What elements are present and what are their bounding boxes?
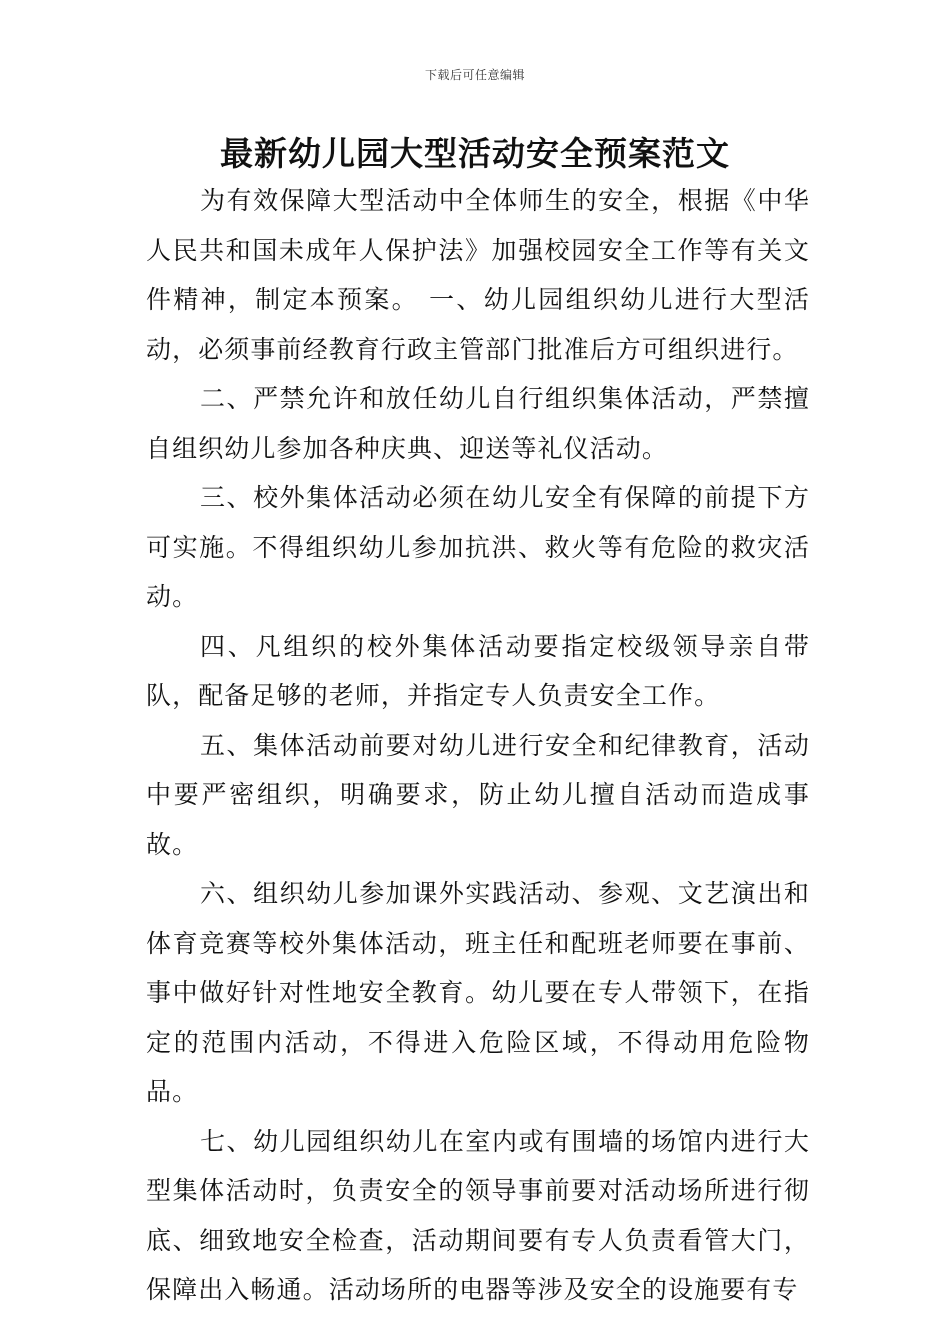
paragraph: 七、幼儿园组织幼儿在室内或有围墙的场馆内进行大型集体活动时，负责安全的领导事前要对活动场所进行彻底、细致地安全检查，活动期间要有专人负责看管大门，保障出入畅通。活动场所的电器等涉及安全的设施要有专 xyxy=(146,1126,810,1304)
document-body xyxy=(146,176,810,1315)
paragraph: 二、严禁允许和放任幼儿自行组织集体活动，严禁擅自组织幼儿参加各种庆典、迎送等礼仪活动。 xyxy=(146,384,810,463)
document-title: 最新幼儿园大型活动安全预案范文 xyxy=(220,134,730,173)
header-note: 下载后可任意编辑 xyxy=(424,68,525,82)
paragraph: 六、组织幼儿参加课外实践活动、参观、文艺演出和体育竞赛等校外集体活动，班主任和配班老师要在事前、事中做好针对性地安全教育。幼儿要在专人带领下，在指定的范围内活动，不得进入危险区域，不得动用危险物品。 xyxy=(146,879,810,1106)
paragraph: 为有效保障大型活动中全体师生的安全，根据《中华人民共和国未成年人保护法》加强校园安全工作等有关文件精神，制定本预案。 一、幼儿园组织幼儿进行大型活动，必须事前经教育行政主管部门批准后方可组织进行。 xyxy=(146,186,810,364)
paragraph: 五、集体活动前要对幼儿进行安全和纪律教育，活动中要严密组织，明确要求，防止幼儿擅自活动而造成事故。 xyxy=(146,730,810,859)
paragraph: 三、校外集体活动必须在幼儿安全有保障的前提下方可实施。不得组织幼儿参加抗洪、救火等有危险的救灾活动。 xyxy=(146,483,810,611)
paragraph: 四、凡组织的校外集体活动要指定校级领导亲自带队，配备足够的老师，并指定专人负责安全工作。 xyxy=(146,631,810,710)
